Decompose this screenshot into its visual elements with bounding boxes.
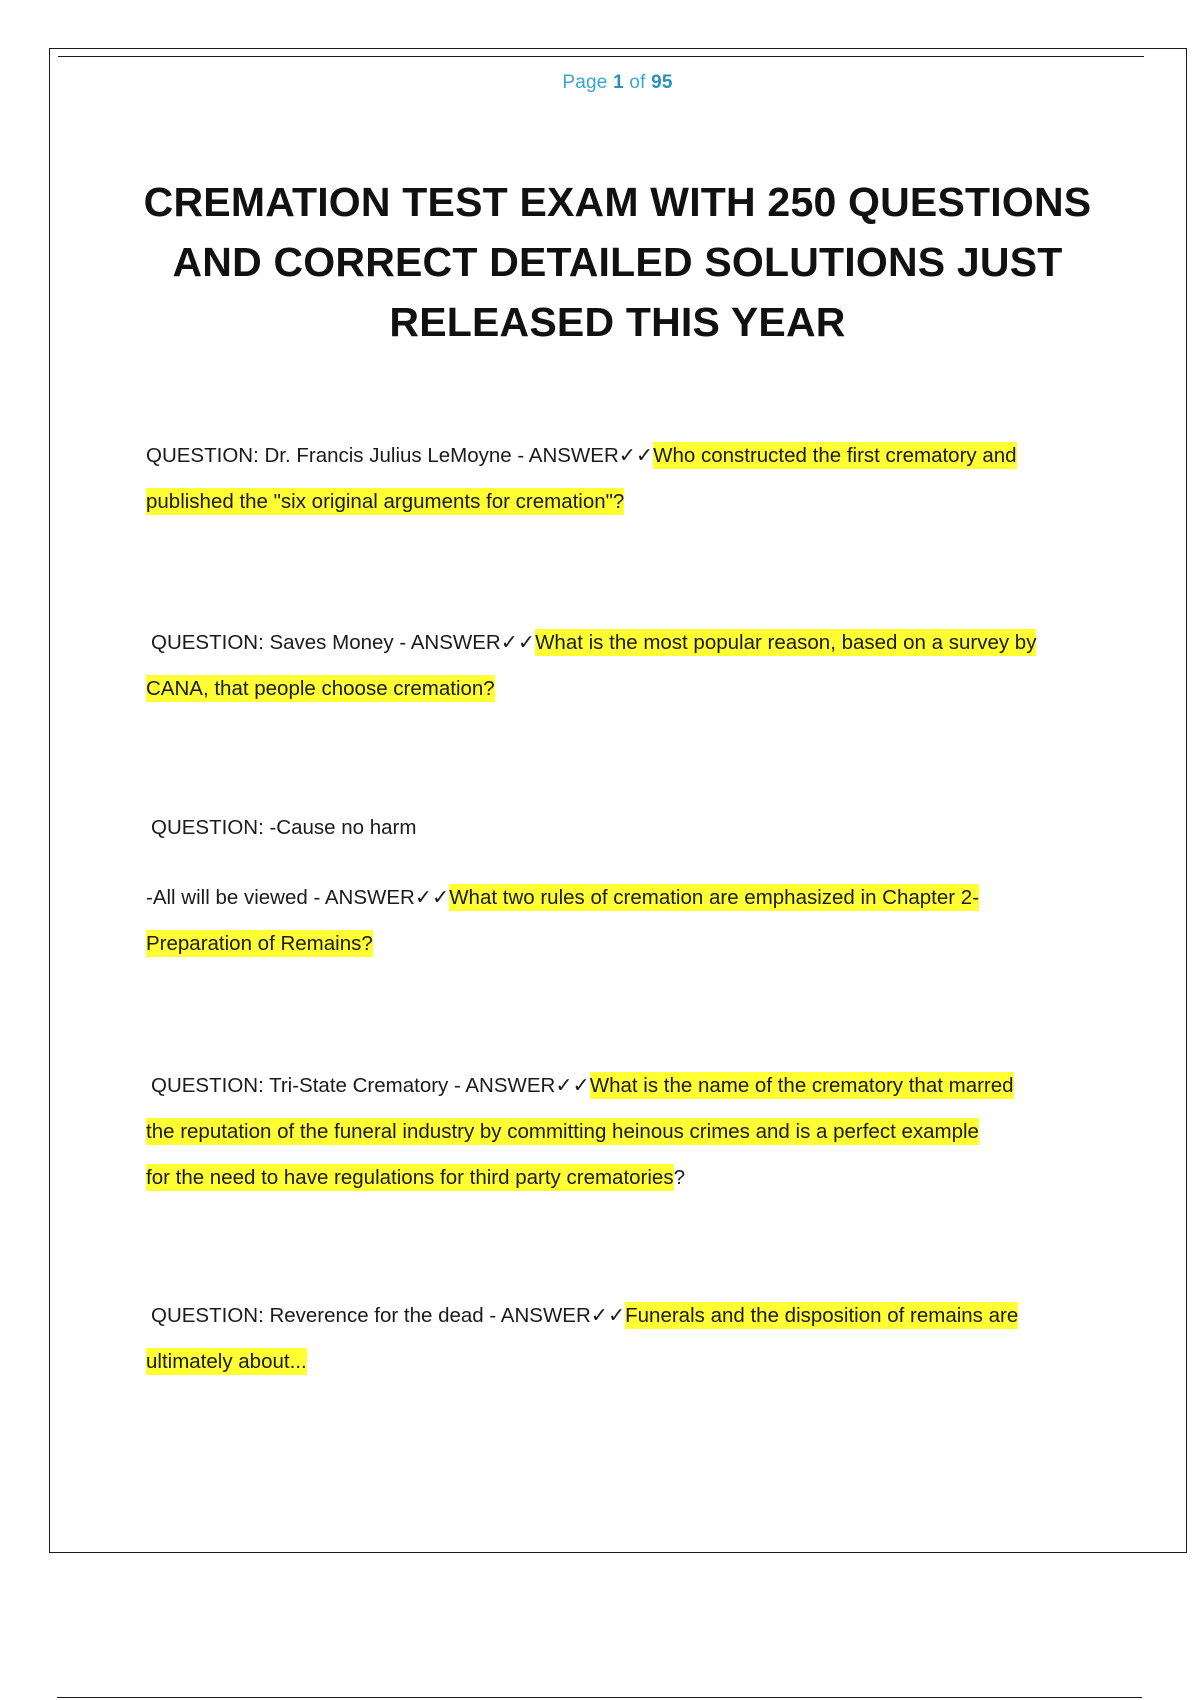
qa-item-2 [146, 620, 1096, 712]
answer-highlight: Funerals and the disposition of remains are [625, 1304, 1019, 1327]
qa-item-1 [146, 433, 1096, 525]
answer-highlight: What is the name of the crematory that marred [589, 1074, 1014, 1097]
qa-item-3 [146, 875, 1096, 967]
question-prefix: QUESTION: Reverence for the dead - ANSWER✓✓ [151, 1304, 626, 1327]
page-total: 95 [651, 72, 673, 93]
qa-line [146, 921, 1096, 967]
answer-tail: ? [673, 1166, 685, 1189]
qa-line [146, 666, 1096, 712]
qa-line [146, 875, 1096, 921]
qa-line [146, 1339, 1096, 1385]
answer-highlight: published the "six original arguments for cremation"? [146, 490, 625, 513]
header-rule [58, 56, 1144, 57]
qa-line [146, 1109, 1096, 1155]
question-prefix: QUESTION: Tri-State Crematory - ANSWER✓✓ [151, 1074, 590, 1097]
next-page-rule [57, 1697, 1142, 1698]
answer-highlight: ultimately about... [146, 1350, 307, 1373]
page-number [0, 72, 1200, 94]
answer-highlight: What two rules of cremation are emphasized in Chapter 2- [449, 886, 980, 909]
question-prefix: QUESTION: -Cause no harm [151, 816, 417, 839]
question-prefix: QUESTION: Saves Money - ANSWER✓✓ [151, 631, 536, 654]
answer-highlight: Who constructed the first crematory and [653, 444, 1017, 467]
qa-line [146, 433, 1096, 479]
qa-item-5 [146, 1293, 1096, 1385]
question-prefix: QUESTION: Dr. Francis Julius LeMoyne - ANSWER✓✓ [146, 444, 654, 467]
qa-line [146, 620, 1096, 666]
document-title: CREMATION TEST EXAM WITH 250 QUESTIONS AND CORRECT DETAILED SOLUTIONS JUST RELEASED THIS YEAR [143, 179, 1092, 345]
qa-item-4 [146, 1063, 1096, 1201]
qa-line [146, 1063, 1096, 1109]
page-word: Page [562, 72, 608, 93]
qa-item-3-question [146, 805, 1096, 851]
answer-highlight: CANA, that people choose cremation? [146, 677, 495, 700]
page-of: of [629, 72, 646, 93]
qa-line [146, 1293, 1096, 1339]
qa-line [146, 805, 1096, 851]
question-prefix-continued: -All will be viewed - ANSWER✓✓ [146, 886, 450, 909]
answer-highlight: Preparation of Remains? [146, 932, 373, 955]
answer-highlight: the reputation of the funeral industry by committing heinous crimes and is a perfect example [146, 1120, 979, 1143]
answer-highlight: What is the most popular reason, based on a survey by [535, 631, 1037, 654]
page-current: 1 [613, 72, 624, 93]
qa-line [146, 1155, 1096, 1201]
answer-highlight: for the need to have regulations for third party crematories [146, 1166, 674, 1189]
qa-line [146, 479, 1096, 525]
